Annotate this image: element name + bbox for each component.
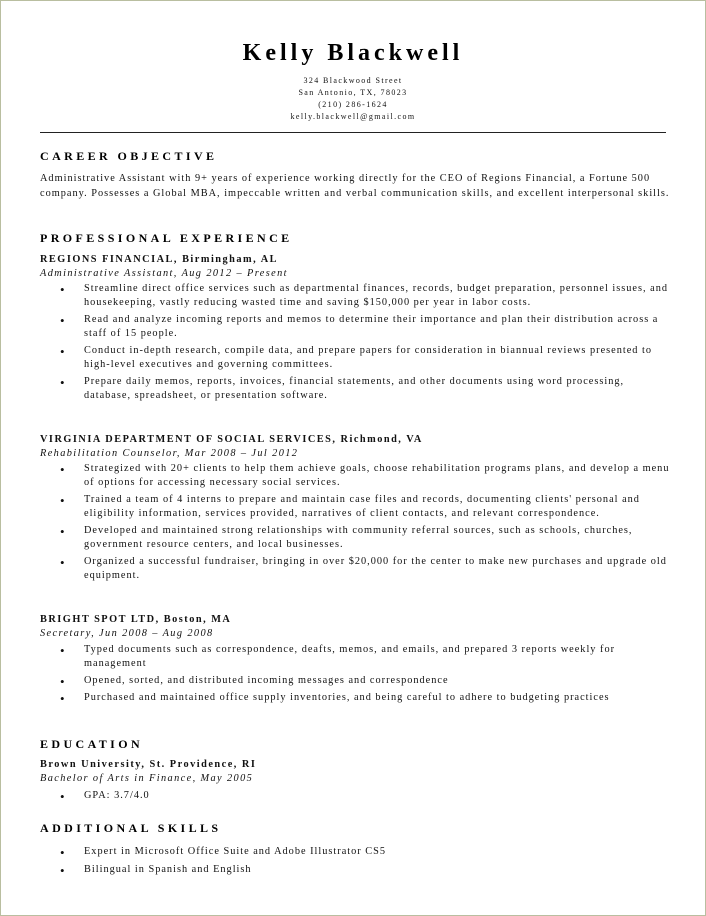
education-degree: Bachelor of Arts in Finance, May 2005 [40, 773, 254, 784]
objective-text: Administrative Assistant with 9+ years of experience working directly for the CEO of Regions Financial, a Fortune 500 company. Possesses a Global MBA, impeccable written and verbal communication skills, and excellent interpersonal skills. [40, 173, 670, 199]
job-org-2: VIRGINIA DEPARTMENT OF SOCIAL SERVICES, Richmond, VA [40, 434, 423, 445]
job-bullets-1 [84, 282, 674, 406]
address-line: 324 Blackwood Street [303, 76, 403, 85]
job-bullets-3 [84, 643, 674, 708]
job-role-3: Secretary, Jun 2008 – Aug 2008 [40, 628, 214, 639]
list-item: • Organized a successful fundraiser, bringing in over $20,000 for the center to make new purchases and upgrade old equipment. [84, 555, 674, 583]
list-item: • Trained a team of 4 interns to prepare and maintain case files and records, documenting clients' personal and eligibility information, services provided, narratives of client contacts, and relevant correspondence. [84, 493, 674, 521]
list-item: • Expert in Microsoft Office Suite and Adobe Illustrator CS5 [84, 845, 674, 859]
list-item: • GPA: 3.7/4.0 [84, 789, 674, 803]
candidate-name: Kelly Blackwell [242, 40, 464, 66]
education-bullets [84, 789, 674, 806]
list-item: • Bilingual in Spanish and English [84, 863, 674, 877]
section-title-objective: CAREER OBJECTIVE [40, 149, 218, 163]
section-title-skills: ADDITIONAL SKILLS [40, 821, 222, 835]
list-item: • Conduct in-depth research, compile data, and prepare papers for consideration in biannual reviews presented to high-level executives and governing committees. [84, 344, 674, 372]
city-line: San Antonio, TX, 78023 [298, 88, 408, 97]
education-school: Brown University, St. Providence, RI [40, 759, 257, 770]
job-bullets-2 [84, 462, 674, 586]
job-org-1: REGIONS FINANCIAL, Birmingham, AL [40, 254, 279, 265]
skills-bullets [84, 845, 674, 880]
list-item: • Purchased and maintained office supply inventories, and being careful to adhere to budgeting practices [84, 691, 674, 705]
list-item: • Read and analyze incoming reports and memos to determine their importance and plan their distribution across a staff of 15 people. [84, 313, 674, 341]
email-line: kelly.blackwell@gmail.com [290, 112, 416, 121]
section-title-experience: PROFESSIONAL EXPERIENCE [40, 231, 293, 245]
list-item: • Opened, sorted, and distributed incoming messages and correspondence [84, 674, 674, 688]
list-item: • Streamline direct office services such as departmental finances, records, budget preparation, personnel issues, and housekeeping, vastly reducing wasted time and saving $150,000 per year in labor costs. [84, 282, 674, 310]
contact-block [0, 75, 706, 123]
job-role-2: Rehabilitation Counselor, Mar 2008 – Jul 2012 [40, 448, 299, 459]
header-divider [40, 132, 666, 133]
job-org-3: BRIGHT SPOT LTD, Boston, MA [40, 614, 232, 625]
list-item: • Developed and maintained strong relationships with community referral sources, such as schools, churches, government resource centers, and local businesses. [84, 524, 674, 552]
phone-line: (210) 286-1624 [318, 100, 388, 109]
list-item: • Prepare daily memos, reports, invoices, financial statements, and other documents using word processing, database, spreadsheet, or presentation software. [84, 375, 674, 403]
list-item: • Strategized with 20+ clients to help them achieve goals, choose rehabilitation programs plans, and develop a menu of options for accessing necessary social services. [84, 462, 674, 490]
job-role-1: Administrative Assistant, Aug 2012 – Present [40, 268, 288, 279]
section-title-education: EDUCATION [40, 737, 144, 751]
list-item: • Typed documents such as correspondence, deafts, memos, and emails, and prepared 3 reports weekly for management [84, 643, 674, 671]
